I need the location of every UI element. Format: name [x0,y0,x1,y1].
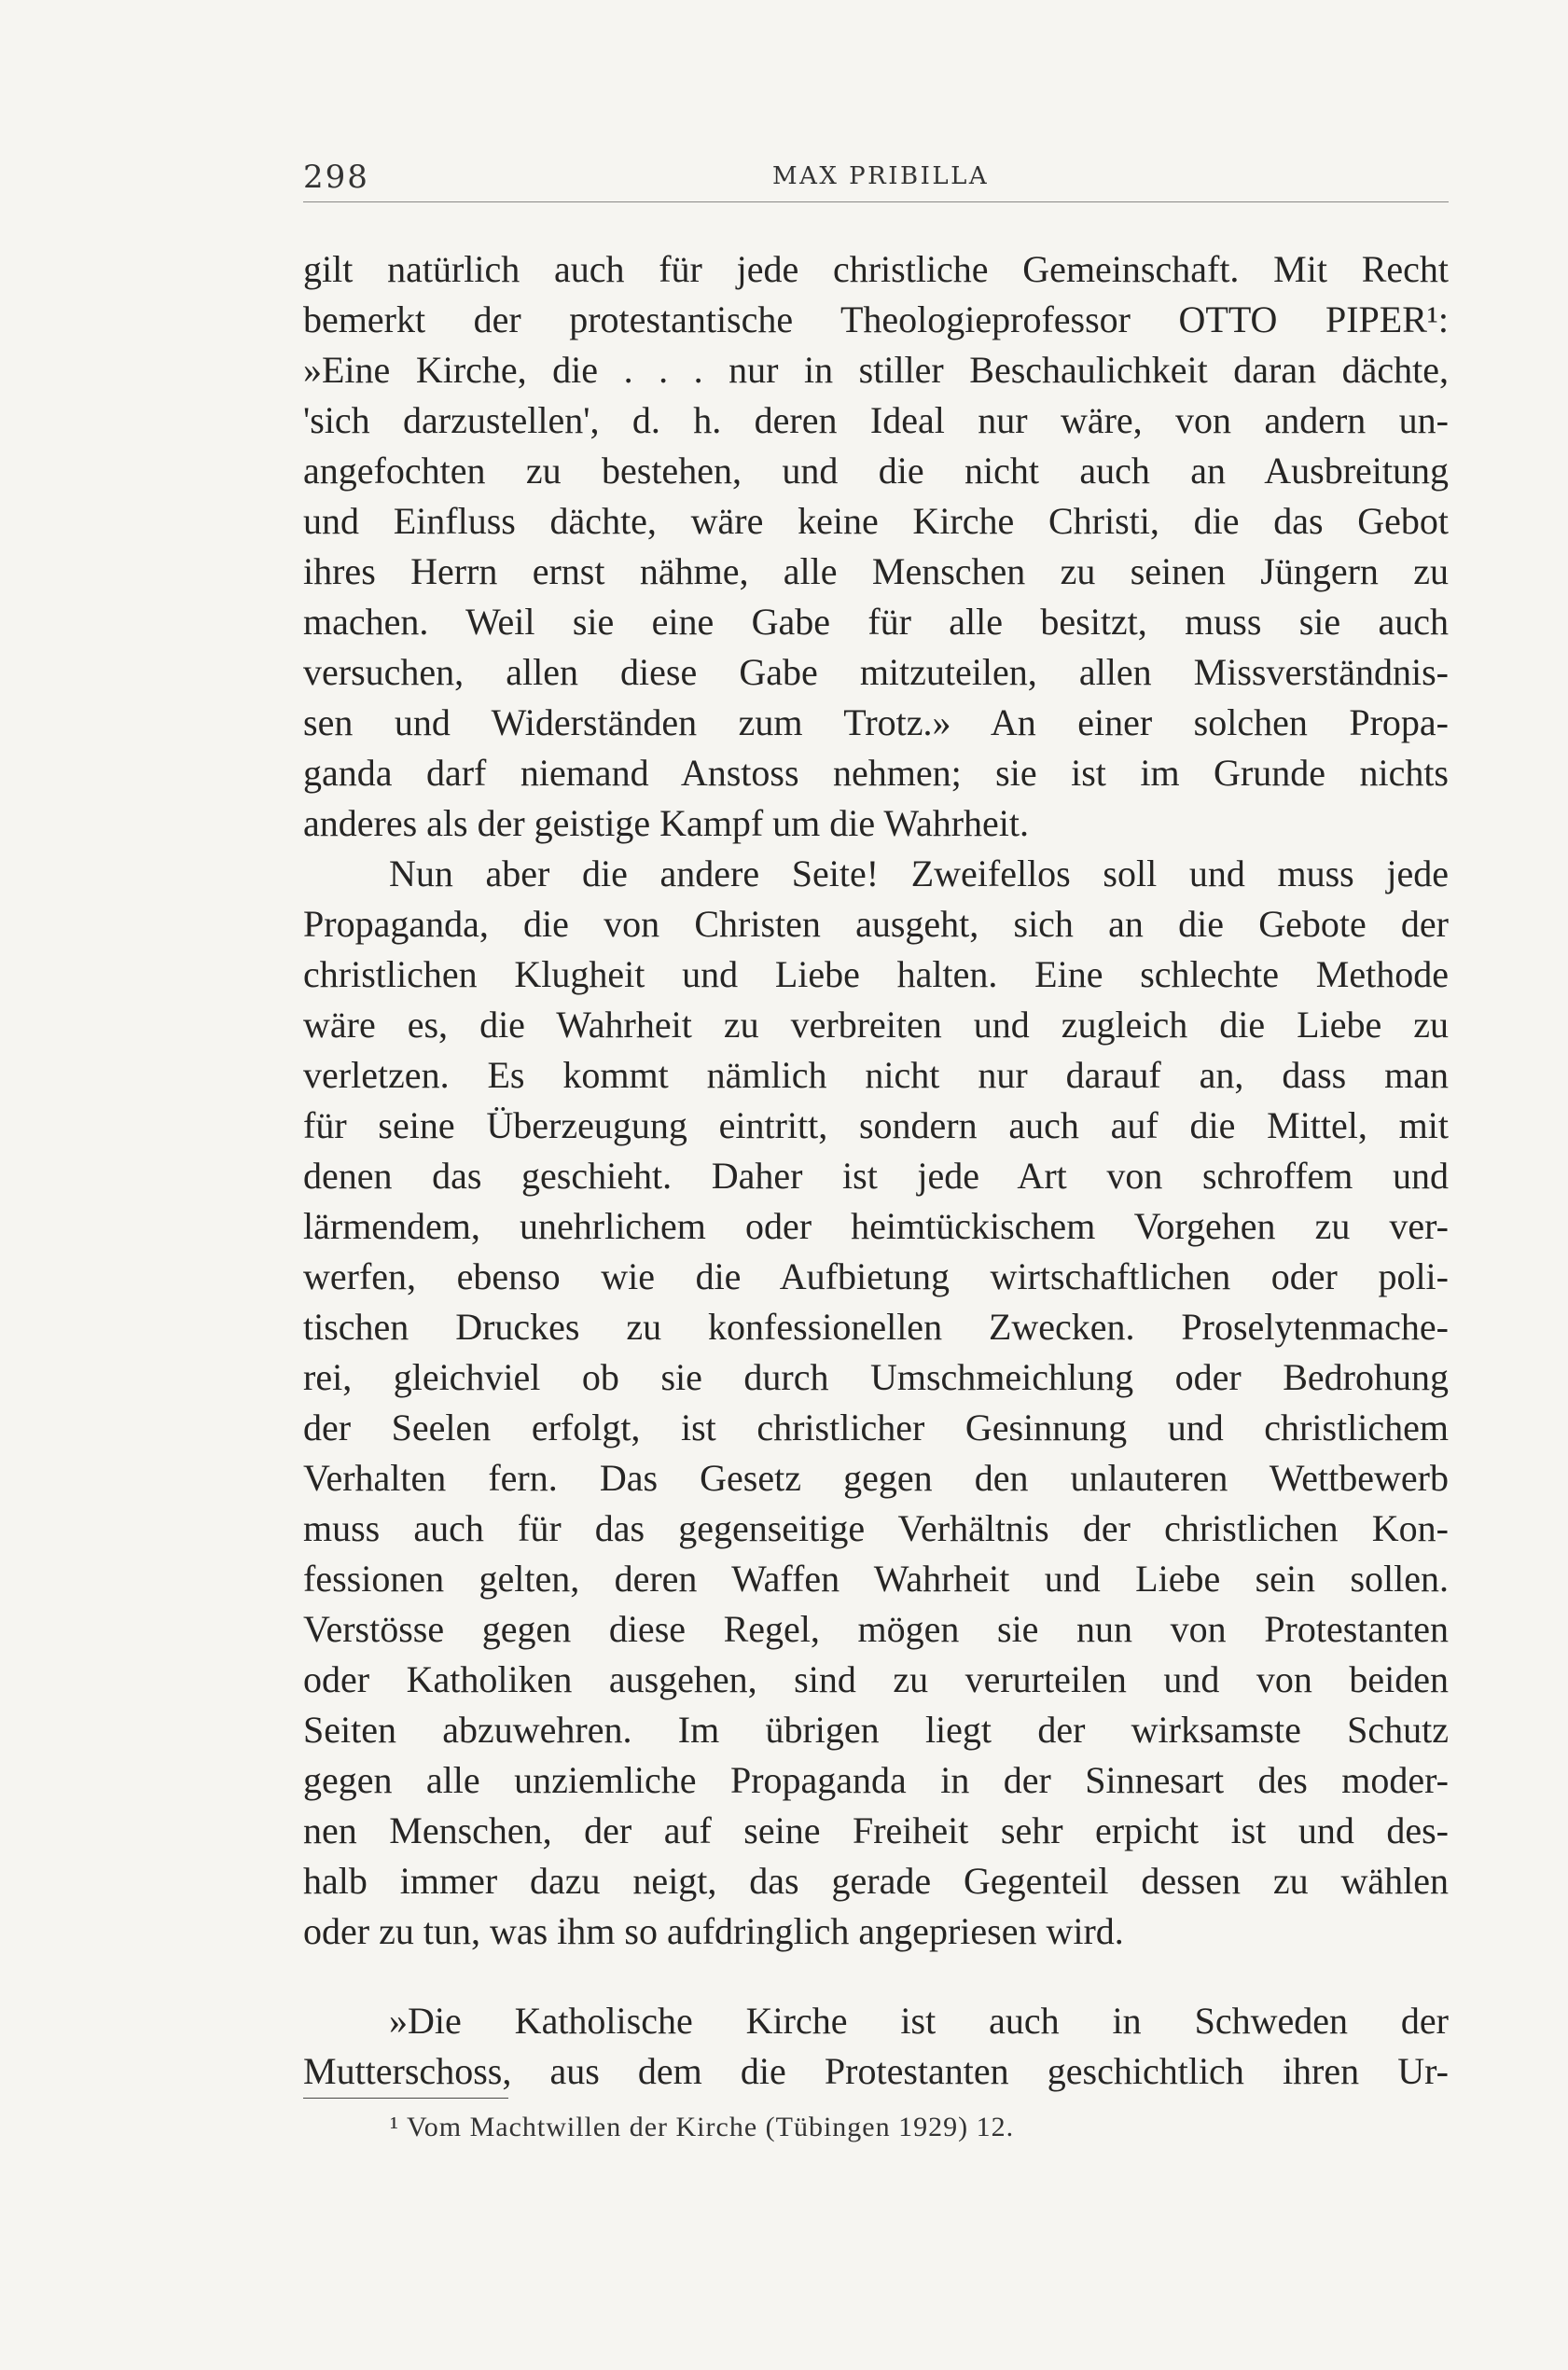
text-line: angefochten zu bestehen, und die nicht auch an Ausbreitung [303,450,1449,492]
text-line: Verstösse gegen diese Regel, mögen sie nun von Protestanten [303,1608,1449,1650]
text-line: Verhalten fern. Das Gesetz gegen den unlauteren Wettbewerb [303,1457,1449,1499]
text-line: »Eine Kirche, die . . . nur in stiller Beschaulichkeit daran dächte, [303,349,1449,391]
running-title: MAX PRIBILLA [772,162,990,190]
text-line: rei, gleichviel ob sie durch Umschmeichlung oder Bedrohung [303,1356,1449,1398]
text-line: tischen Druckes zu konfessionellen Zwecken. Proselytenmache- [303,1306,1449,1348]
text-line: 'sich darzustellen', d. h. deren Ideal nur wäre, von andern un- [303,399,1449,441]
text-line: Nun aber die andere Seite! Zweifellos soll und muss jede [389,852,1449,894]
text-line: ihres Herrn ernst nähme, alle Menschen zu seinen Jüngern zu [303,550,1449,592]
running-head [303,159,1449,202]
text-line: oder zu tun, was ihm so aufdringlich angepriesen wird. [303,1910,1124,1952]
text-line: wäre es, die Wahrheit zu verbreiten und zugleich die Liebe zu [303,1004,1449,1046]
text-line: der Seelen erfolgt, ist christlicher Gesinnung und christlichem [303,1407,1449,1448]
text-line: bemerkt der protestantische Theologieprofessor OTTO PIPER¹: [303,298,1449,340]
text-line: fessionen gelten, deren Waffen Wahrheit und Liebe sein sollen. [303,1558,1449,1600]
text-line: denen das geschieht. Daher ist jede Art von schroffem und [303,1155,1449,1197]
footnote: ¹ Vom Machtwillen der Kirche (Tübingen 1929) 12. [390,2112,1015,2142]
text-line: machen. Weil sie eine Gabe für alle besitzt, muss sie auch [303,601,1449,643]
text-line: sen und Widerständen zum Trotz.» An einer solchen Propa- [303,701,1449,743]
footnote-divider [303,2098,508,2099]
text-line: ganda darf niemand Anstoss nehmen; sie ist im Grunde nichts [303,752,1449,794]
text-line: gegen alle unziemliche Propaganda in der Sinnesart des moder- [303,1759,1449,1801]
text-line: nen Menschen, der auf seine Freiheit sehr erpicht ist und des- [303,1809,1449,1851]
paragraph-1 [303,244,1449,849]
text-line: Mutterschoss, aus dem die Protestanten geschichtlich ihren Ur- [303,2050,1449,2092]
text-line: und Einfluss dächte, wäre keine Kirche Christi, die das Gebot [303,500,1449,542]
text-line: christlichen Klugheit und Liebe halten. Eine schlechte Methode [303,953,1449,995]
text-line: Seiten abzuwehren. Im übrigen liegt der wirksamste Schutz [303,1709,1449,1751]
text-line: oder Katholiken ausgehen, sind zu verurteilen und von beiden [303,1658,1449,1700]
text-line: werfen, ebenso wie die Aufbietung wirtschaftlichen oder poli- [303,1255,1449,1297]
text-line: muss auch für das gegenseitige Verhältnis der christlichen Kon- [303,1507,1449,1549]
text-line: gilt natürlich auch für jede christliche Gemeinschaft. Mit Recht [303,248,1449,290]
page-number: 298 [303,159,369,196]
text-line: versuchen, allen diese Gabe mitzuteilen, allen Missverständnis- [303,651,1449,693]
text-line: anderes als der geistige Kampf um die Wahrheit. [303,802,1030,844]
text-line: halb immer dazu neigt, das gerade Gegenteil dessen zu wählen [303,1860,1449,1902]
text-line: »Die Katholische Kirche ist auch in Schweden der [389,2000,1449,2042]
paragraph-3 [303,1996,1449,2097]
text-line: lärmendem, unehrlichem oder heimtückischem Vorgehen zu ver- [303,1205,1449,1247]
text-line: Propaganda, die von Christen ausgeht, sich an die Gebote der [303,903,1449,945]
body-text [303,244,1449,1957]
paragraph-2 [303,849,1449,1957]
text-line: verletzen. Es kommt nämlich nicht nur darauf an, dass man [303,1054,1449,1096]
text-line: für seine Überzeugung eintritt, sondern auch auf die Mittel, mit [303,1104,1449,1146]
